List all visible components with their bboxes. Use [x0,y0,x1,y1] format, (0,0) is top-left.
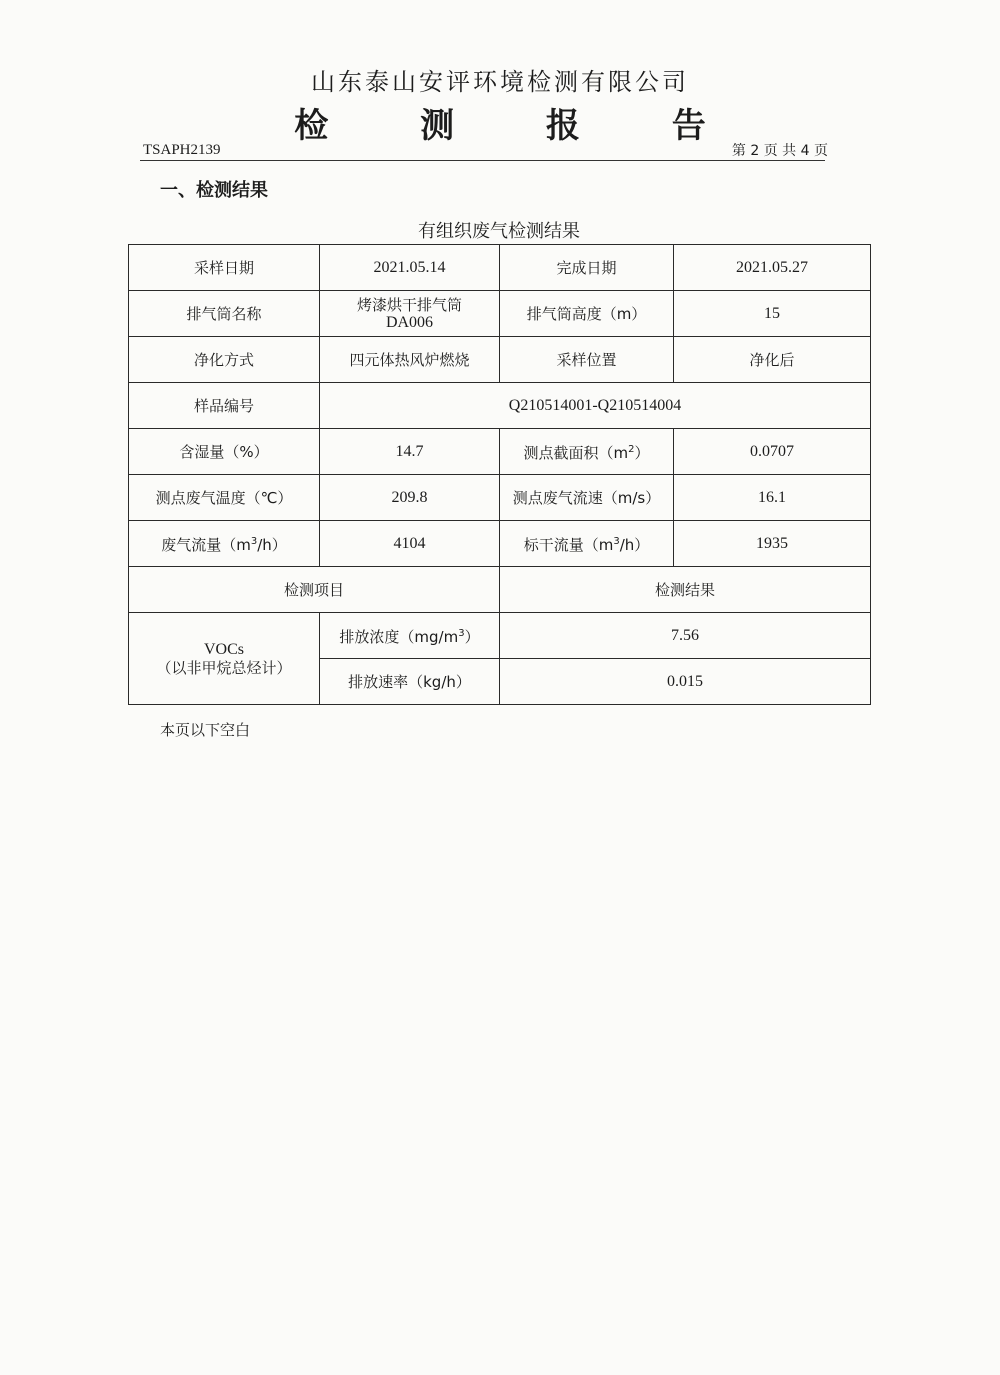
temperature-value: 209.8 [320,475,500,521]
sampling-date-label: 采样日期 [129,245,320,291]
result-header: 检测结果 [500,567,871,613]
table-row [129,383,871,429]
table-row [129,245,871,291]
sample-no: Q210514001-Q210514004 [320,383,871,429]
table-row [129,521,871,567]
stack-height-label: 排气筒高度（m） [500,291,674,337]
velocity-value: 16.1 [674,475,871,521]
moisture-label: 含湿量（%） [129,429,320,475]
std-flow-label: 标干流量$(m^3/h)$ [500,521,674,567]
sampling-position: 净化后 [674,337,871,383]
table-caption: 有组织废气检测结果 [418,221,580,242]
page-info: 第 2 页 共 4 页 [731,143,828,159]
table-row [129,613,871,659]
stack-name [320,291,500,337]
report-title: 检 测 报 告 [294,106,746,146]
stack-name-line2: DA006 [385,313,434,331]
blank-below-note: 本页以下空白 [160,721,251,739]
completion-date: 2021.05.27 [674,245,871,291]
results-table [128,244,871,705]
concentration-label: 排放浓度$(mg/m^3)$ [320,613,500,659]
item-header: 检测项目 [129,567,500,613]
stack-name-label: 排气筒名称 [129,291,320,337]
purification-method: 四元体热风炉燃烧 [320,337,500,383]
voc-note: （以非甲烷总烃计） [156,658,292,677]
header-divider [140,160,825,161]
sampling-date: 2021.05.14 [320,245,500,291]
flow-label: 废气流量$(m^3/h)$ [129,521,320,567]
rate-label: 排放速率（kg/h） [320,659,500,705]
area-label: 测点截面积$(m^2)$ [500,429,674,475]
concentration-value: 7.56 [500,613,871,659]
report-number: TSAPH2139 [143,142,221,158]
section-title: 一、检测结果 [160,180,268,201]
table-row [129,475,871,521]
velocity-label: 测点废气流速（m/s） [500,475,674,521]
table-row [129,567,871,613]
std-flow-value: 1935 [674,521,871,567]
company-name: 山东泰山安评环境检测有限公司 [311,68,689,96]
completion-date-label: 完成日期 [500,245,674,291]
moisture-value: 14.7 [320,429,500,475]
rate-value: 0.015 [500,659,871,705]
table-row [129,429,871,475]
purification-label: 净化方式 [129,337,320,383]
stack-name-line1: 烤漆烘干排气筒 [356,295,462,314]
sampling-position-label: 采样位置 [500,337,674,383]
flow-value: 4104 [320,521,500,567]
table-row [129,291,871,337]
sample-no-label: 样品编号 [129,383,320,429]
table-row [129,337,871,383]
temperature-label: 测点废气温度（℃） [129,475,320,521]
voc-item [129,613,320,705]
voc-name: VOCs [203,640,244,658]
stack-height: 15 [674,291,871,337]
area-value: 0.0707 [674,429,871,475]
